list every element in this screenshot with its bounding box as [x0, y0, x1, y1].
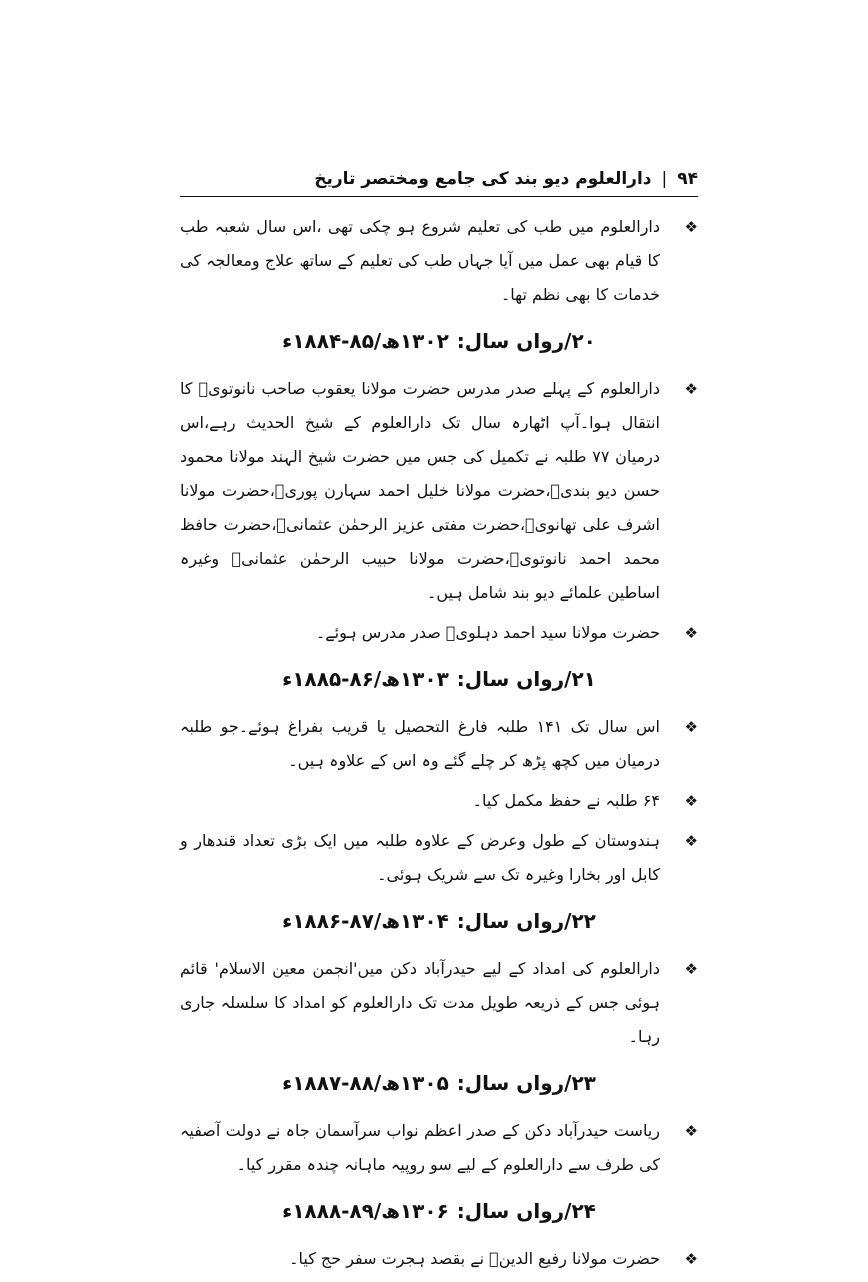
bullet-item — [180, 210, 698, 312]
bullet-text: دارالعلوم میں طب کی تعلیم شروع ہو چکی تھی ،اس سال شعبہ طب کا قیام بھی عمل میں آیا جہاں طب کی تعلیم کے ساتھ علاج ومعالجہ کی خدمات کا بھی نظم تھا۔ — [180, 217, 660, 304]
year-heading-value: ۱۳۰۲ھ/۸۵-۱۸۸۴ء — [282, 329, 449, 353]
year-heading-label: ۲۴/رواں سال: — [456, 1199, 596, 1223]
year-heading — [180, 1194, 698, 1228]
year-heading-value: ۱۳۰۶ھ/۸۹-۱۸۸۸ء — [282, 1199, 449, 1223]
year-heading — [180, 324, 698, 358]
year-heading-label: ۲۲/رواں سال: — [456, 909, 596, 933]
bullet-diamond-icon: ❖ — [684, 792, 698, 810]
year-heading — [180, 662, 698, 696]
year-heading-value: ۱۳۰۳ھ/۸۶-۱۸۸۵ء — [282, 667, 449, 691]
bullet-text: حضرت مولانا رفیع الدینؒ نے بقصد ہجرت سفر حج کیا۔ — [289, 1249, 660, 1268]
bullet-item — [180, 616, 698, 650]
header-rule — [180, 196, 698, 197]
page-number: ۹۴ — [677, 169, 698, 189]
bullet-diamond-icon: ❖ — [684, 718, 698, 736]
bullet-diamond-icon: ❖ — [684, 832, 698, 850]
bullet-diamond-icon: ❖ — [684, 218, 698, 236]
bullet-item — [180, 1242, 698, 1276]
year-heading — [180, 1066, 698, 1100]
bullet-diamond-icon: ❖ — [684, 1122, 698, 1140]
bullet-diamond-icon: ❖ — [684, 1250, 698, 1268]
bullet-text: ہندوستان کے طول وعرض کے علاوہ طلبہ میں ایک بڑی تعداد قندھار و کابل اور بخارا وغیرہ تک سے شریک ہوئی۔ — [180, 831, 660, 884]
year-heading-label: ۲۱/رواں سال: — [456, 667, 596, 691]
book-title: دارالعلوم دیو بند کی جامع ومختصر تاریخ — [314, 169, 652, 189]
bullet-item — [180, 710, 698, 778]
bullet-item — [180, 824, 698, 892]
bullet-diamond-icon: ❖ — [684, 624, 698, 642]
bullet-item — [180, 952, 698, 1054]
year-heading-label: ۲۰/رواں سال: — [456, 329, 596, 353]
bullet-diamond-icon: ❖ — [684, 380, 698, 398]
bullet-diamond-icon: ❖ — [684, 960, 698, 978]
year-heading — [180, 904, 698, 938]
bullet-text: ۶۴ طلبہ نے حفظ مکمل کیا۔ — [472, 791, 660, 810]
bullet-item — [180, 784, 698, 818]
header-separator: | — [661, 169, 668, 189]
bullet-text: ریاست حیدرآباد دکن کے صدر اعظم نواب سرآسمان جاہ نے دولت آصفیہ کی طرف سے دارالعلوم کے لیے سو روپیہ ماہانہ چندہ مقرر کیا۔ — [180, 1121, 660, 1174]
year-heading-label: ۲۳/رواں سال: — [456, 1071, 596, 1095]
bullet-item — [180, 1114, 698, 1182]
running-header — [180, 164, 698, 194]
bullet-text: دارالعلوم کے پہلے صدر مدرس حضرت مولانا یعقوب صاحب نانوتویؒ کا انتقال ہوا۔آپ اٹھارہ سال تک دارالعلوم کے شیخ الحدیث رہے،اس درمیان ۷۷ طلبہ نے تکمیل کی جس میں حضرت شیخ الہند مولانا محمود حسن دیو بندیؒ،حضرت مولانا خلیل احمد سہارن پوریؒ،حضرت مولانا اشرف علی تھانویؒ،حضرت مفتی عزیز الرحمٰن عثمانیؒ،حضرت حافظ محمد احمد نانوتویؒ،حضرت مولانا حبیب الرحمٰن عثمانیؒ وغیرہ اساطین علمائے دیو بند شامل ہیں۔ — [180, 379, 660, 602]
year-heading-value: ۱۳۰۴ھ/۸۷-۱۸۸۶ء — [282, 909, 449, 933]
year-heading-value: ۱۳۰۵ھ/۸۸-۱۸۸۷ء — [282, 1071, 449, 1095]
bullet-text: حضرت مولانا سید احمد دہلویؒ صدر مدرس ہوئے۔ — [315, 623, 660, 642]
page-content — [180, 210, 698, 1282]
bullet-item — [180, 372, 698, 610]
bullet-text: دارالعلوم کی امداد کے لیے حیدرآباد دکن میں'انجمن معین الاسلام' قائم ہوئی جس کے ذریعہ طویل مدت تک دارالعلوم کو امداد کا سلسلہ جاری رہا۔ — [180, 959, 660, 1046]
bullet-text: اس سال تک ۱۴۱ طلبہ فارغ التحصیل یا قریب بفراغ ہوئے۔جو طلبہ درمیان میں کچھ پڑھ کر چلے گئے وہ اس کے علاوہ ہیں۔ — [180, 717, 660, 770]
